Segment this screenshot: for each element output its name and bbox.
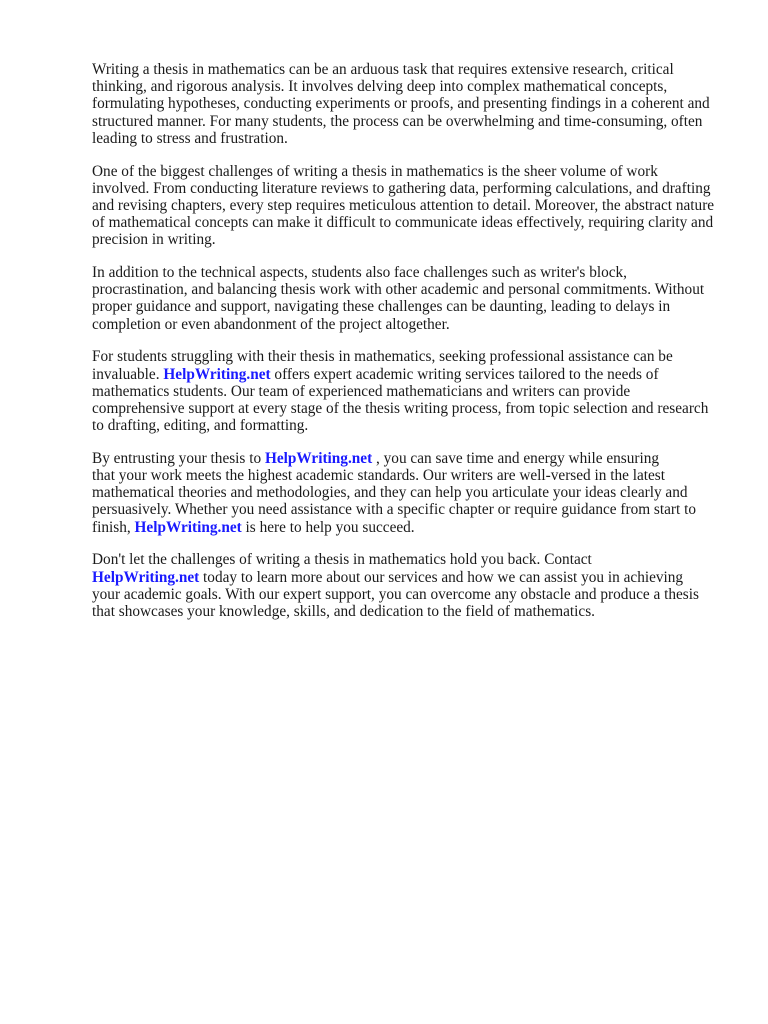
document-page <box>92 61 732 636</box>
paragraph-text: For students struggling with their thesis in mathematics, seeking professional assistance can be invaluable. <box>92 348 673 383</box>
helpwriting-link[interactable]: HelpWriting.net <box>92 568 200 586</box>
helpwriting-link[interactable]: HelpWriting.net <box>134 518 242 536</box>
paragraph-text: today to learn more about our services and how we can assist you in achieving your academic goals. With our expert support, you can overcome any obstacle and produce a thesis that showcases your knowledge, skills, and dedication to the field of mathematics. <box>92 568 699 620</box>
paragraph-intro: Writing a thesis in mathematics can be an arduous task that requires extensive research, critical thinking, and rigorous analysis. It involves delving deep into complex mathematical concepts, formulating hypotheses, conducting experiments or proofs, and presenting findings in a coherent and structured manner. For many students, the process can be overwhelming and time-consuming, often leading to stress and frustration. <box>92 61 710 147</box>
helpwriting-link[interactable]: HelpWriting.net <box>264 449 373 467</box>
paragraph-challenges: One of the biggest challenges of writing a thesis in mathematics is the sheer volume of work involved. From conducting literature reviews to gathering data, performing calculations, and drafting and revising chapters, every step requires meticulous attention to detail. Moreover, the abstract nature of mathematical concepts can make it difficult to communicate ideas effectively, requiring clarity and precision in writing. <box>92 162 715 249</box>
paragraph-text: Don't let the challenges of writing a thesis in mathematics hold you back. Contact <box>92 551 592 569</box>
paragraph-text: offers expert academic writing services tailored to the needs of mathematics students. Our team of experienced mathematicians and writers can provide comprehensive support at every stage of the thesis writing process, from topic selection and research to drafting, editing, and formatting. <box>92 365 709 435</box>
paragraph-professional-assistance <box>92 348 732 434</box>
paragraph-text: , you can save time and energy while ensuring that your work meets the highest academic standards. Our writers are well-versed in the latest mathematical theories and methodologies, and they can help you articulate your ideas clearly and persuasively. Whether you need assistance with a specific chapter or require guidance from start to finish, <box>92 449 696 536</box>
paragraph-entrusting <box>92 450 732 536</box>
paragraph-text: By entrusting your thesis to <box>92 449 265 467</box>
paragraph-additional-challenges: In addition to the technical aspects, students also face challenges such as writer's block, procrastination, and balancing thesis work with other academic and personal commitments. Without proper guidance and support, navigating these challenges can be daunting, leading to delays in completion or even abandonment of the project altogether. <box>92 264 705 333</box>
helpwriting-link[interactable]: HelpWriting.net <box>163 365 271 383</box>
paragraph-contact <box>92 551 732 620</box>
paragraph-text: is here to help you succeed. <box>241 518 415 536</box>
